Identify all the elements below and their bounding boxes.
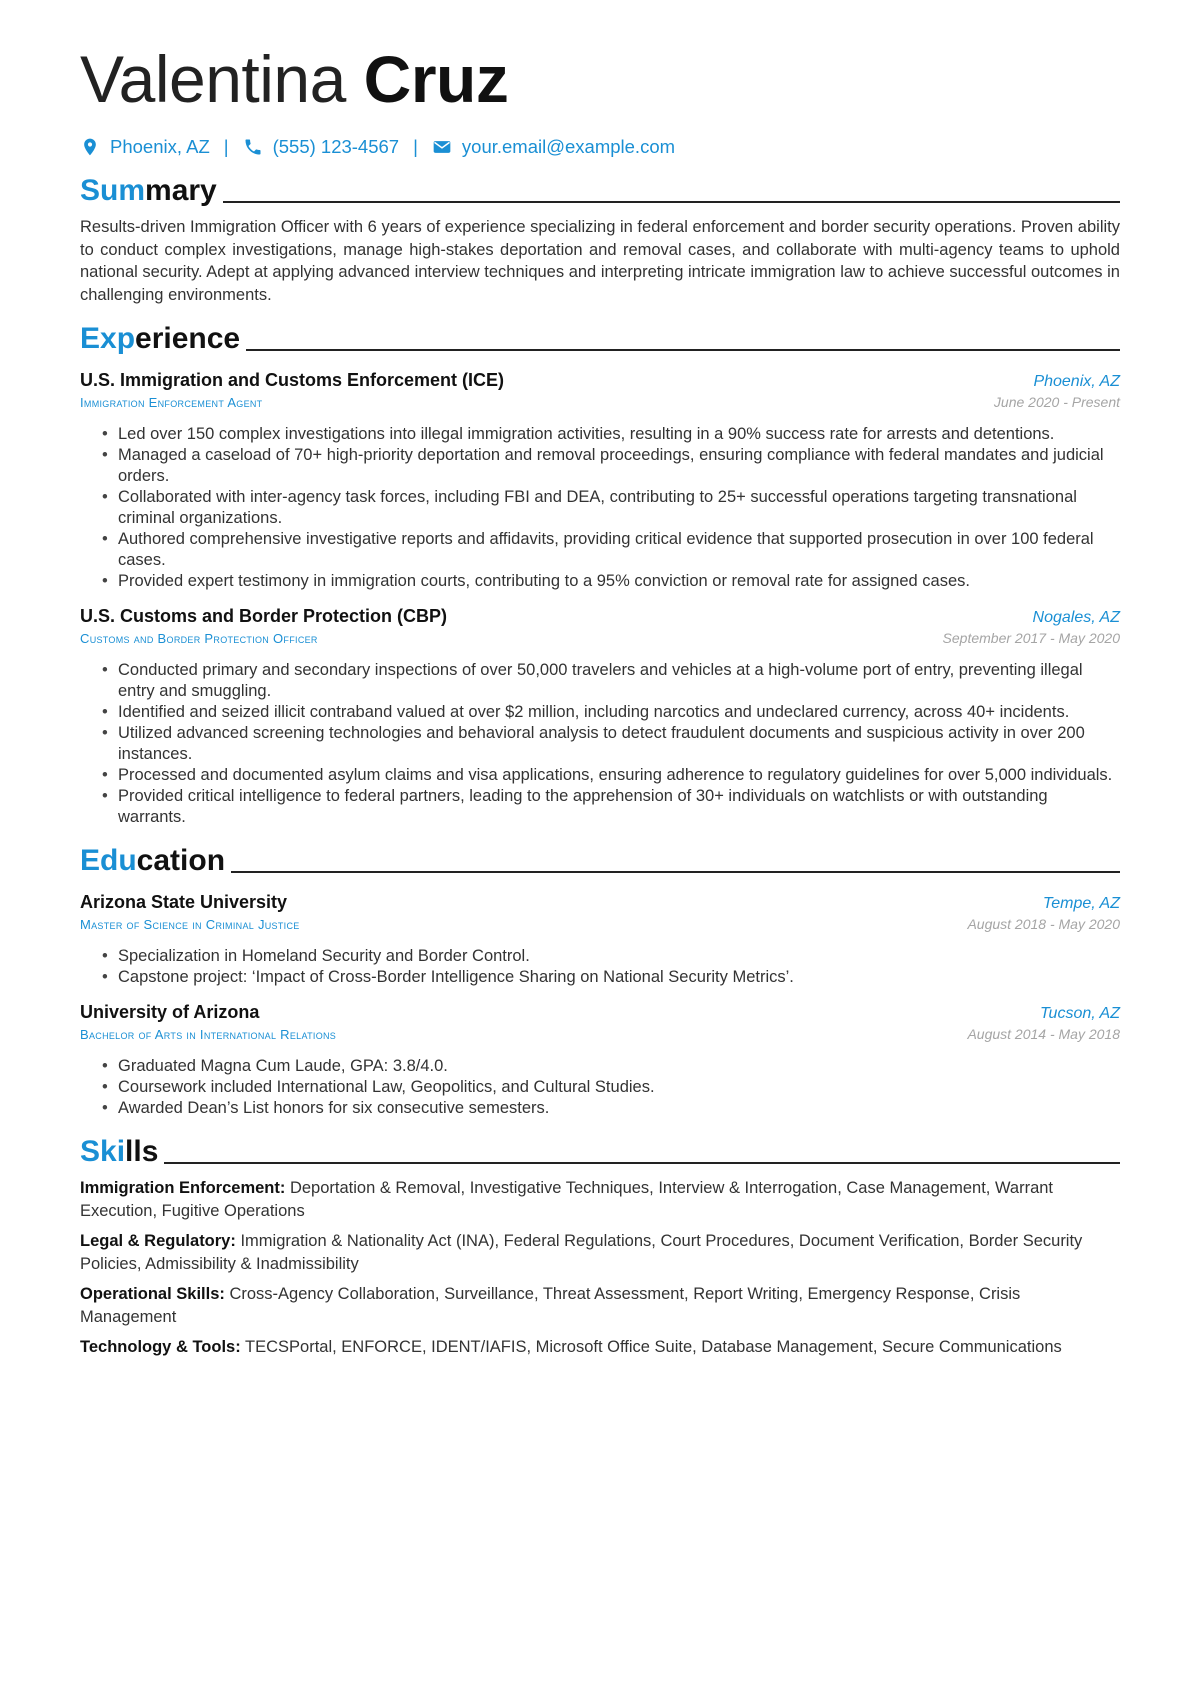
bullet-item: • Graduated Magna Cum Laude, GPA: 3.8/4.0. — [102, 1056, 1120, 1077]
skill-list: Immigration & Nationality Act (INA), Federal Regulations, Court Procedures, Document Verification, Border Security Policies, Admissibility & Inadmissibility — [80, 1232, 1083, 1273]
bullet-item: • Processed and documented asylum claims and visa applications, ensuring adherence to regulatory guidelines for over 5,000 individuals. — [102, 765, 1120, 786]
bullet-item: • Provided expert testimony in immigration courts, contributing to a 95% conviction or removal rate for assigned cases. — [102, 571, 1120, 592]
contact-separator: | — [223, 136, 229, 157]
section-divider — [231, 871, 1120, 873]
contact-email[interactable] — [432, 136, 675, 158]
job-title: Customs and Border Protection Officer — [80, 631, 318, 646]
skill-group — [80, 1230, 1120, 1275]
experience-entry — [80, 370, 1120, 592]
title-rest: lls — [125, 1135, 159, 1168]
title-rest: erience — [135, 322, 241, 355]
section-heading — [80, 1129, 1120, 1169]
degree-title: Bachelor of Arts in International Relations — [80, 1027, 337, 1042]
education-entry — [80, 892, 1120, 988]
bullet-item: • Awarded Dean’s List honors for six consecutive semesters. — [102, 1098, 1120, 1119]
education-section — [80, 838, 1120, 1119]
location-text: Phoenix, AZ — [110, 136, 210, 157]
title-accent: Ski — [80, 1135, 126, 1168]
entry-dates: August 2014 - May 2018 — [967, 1026, 1120, 1042]
section-heading — [80, 168, 1120, 208]
skill-group — [80, 1336, 1120, 1359]
section-divider — [246, 349, 1120, 351]
degree-title: Master of Science in Criminal Justice — [80, 917, 300, 932]
employer-name: U.S. Customs and Border Protection (CBP) — [80, 606, 448, 626]
bullet-item: • Identified and seized illicit contraband valued at over $2 million, including narcotics and undeclared currency, across 40+ incidents. — [102, 702, 1120, 723]
title-rest: cation — [136, 844, 226, 877]
bullet-list — [80, 660, 1120, 828]
skill-label: Operational Skills: — [80, 1285, 225, 1303]
entry-location: Tempe, AZ — [1042, 895, 1120, 912]
skill-list: TECSPortal, ENFORCE, IDENT/IAFIS, Microsoft Office Suite, Database Management, Secure Communications — [245, 1338, 1062, 1356]
bullet-item: • Collaborated with inter-agency task forces, including FBI and DEA, contributing to 25+ successful operations targeting transnational criminal organizations. — [102, 487, 1120, 529]
section-title — [80, 1137, 158, 1169]
section-title — [80, 324, 240, 356]
contact-phone[interactable] — [243, 136, 400, 158]
bullet-item: • Authored comprehensive investigative reports and affidavits, providing critical evidence that supported prosecution in over 100 federal cases. — [102, 529, 1120, 571]
entry-dates: August 2018 - May 2020 — [967, 916, 1120, 932]
skills-section — [80, 1129, 1120, 1359]
bullet-item: • Conducted primary and secondary inspections of over 50,000 travelers and vehicles at a high-volume port of entry, preventing illegal entry and smuggling. — [102, 660, 1120, 702]
skill-label: Legal & Regulatory: — [80, 1232, 236, 1250]
section-heading — [80, 838, 1120, 878]
entry-dates: June 2020 - Present — [993, 394, 1120, 410]
bullet-item: • Utilized advanced screening technologies and behavioral analysis to detect fraudulent documents and suspicious activity in over 200 instances. — [102, 723, 1120, 765]
section-heading — [80, 316, 1120, 356]
phone-icon — [243, 137, 263, 157]
school-name: Arizona State University — [80, 892, 288, 912]
bullet-item: • Managed a caseload of 70+ high-priority deportation and removal proceedings, ensuring compliance with federal mandates and judicial orders. — [102, 445, 1120, 487]
contact-separator: | — [413, 136, 418, 157]
school-name: University of Arizona — [80, 1002, 260, 1022]
section-title — [80, 846, 225, 878]
entry-dates: September 2017 - May 2020 — [942, 630, 1120, 646]
education-entry — [80, 1002, 1120, 1119]
contact-location — [80, 136, 210, 158]
summary-text: Results-driven Immigration Officer with 6 years of experience specializing in federal enforcement and border security operations. Proven ability to conduct complex investigations, manage high-stakes deportation and removal cases, and collaborate with multi-agency teams to uphold national security. Adept at applying advanced interview techniques and interpreting intricate immigration law to achieve successful outcomes in challenging environments. — [80, 218, 1120, 304]
skill-group — [80, 1177, 1120, 1222]
title-accent: Edu — [80, 844, 137, 877]
bullet-item: • Specialization in Homeland Security and Border Control. — [102, 946, 1120, 967]
employer-name: U.S. Immigration and Customs Enforcement (ICE) — [80, 370, 505, 390]
skill-label: Immigration Enforcement: — [80, 1179, 286, 1197]
entry-location: Phoenix, AZ — [1033, 373, 1120, 390]
summary-section — [80, 168, 1120, 306]
skill-group — [80, 1283, 1120, 1328]
email-link: your.email@example.com — [461, 136, 676, 157]
bullet-list — [80, 424, 1120, 592]
title-accent: Sum — [80, 174, 146, 207]
first-name: Valentina — [80, 42, 346, 116]
entry-location: Tucson, AZ — [1039, 1005, 1120, 1022]
bullet-item: • Led over 150 complex investigations into illegal immigration activities, resulting in a 90% success rate for arrests and detentions. — [102, 424, 1120, 445]
envelope-icon — [432, 137, 452, 157]
map-pin-icon — [80, 137, 100, 157]
bullet-item: • Provided critical intelligence to federal partners, leading to the apprehension of 30+ individuals on watchlists or with outstanding warrants. — [102, 786, 1120, 828]
job-title: Immigration Enforcement Agent — [80, 395, 263, 410]
bullet-list — [80, 1056, 1120, 1119]
bullet-list — [80, 946, 1120, 988]
section-title — [80, 176, 217, 208]
bullet-item: • Capstone project: ‘Impact of Cross-Border Intelligence Sharing on National Security Metrics’. — [102, 967, 1120, 988]
skill-list: Cross-Agency Collaboration, Surveillance, Threat Assessment, Report Writing, Emergency Response, Crisis Management — [80, 1285, 1021, 1326]
phone-text: (555) 123-4567 — [272, 136, 400, 157]
skill-label: Technology & Tools: — [80, 1338, 241, 1356]
section-divider — [164, 1162, 1120, 1164]
candidate-name — [80, 42, 1120, 116]
skill-list: Deportation & Removal, Investigative Techniques, Interview & Interrogation, Case Management, Warrant Execution, Fugitive Operations — [80, 1179, 1054, 1220]
contact-bar — [80, 136, 1120, 158]
entry-location: Nogales, AZ — [1032, 609, 1120, 626]
section-divider — [223, 201, 1120, 203]
experience-section — [80, 316, 1120, 828]
title-accent: Exp — [80, 322, 136, 355]
experience-entry — [80, 606, 1120, 828]
last-name: Cruz — [363, 42, 509, 116]
title-rest: mary — [145, 174, 217, 207]
bullet-item: • Coursework included International Law, Geopolitics, and Cultural Studies. — [102, 1077, 1120, 1098]
